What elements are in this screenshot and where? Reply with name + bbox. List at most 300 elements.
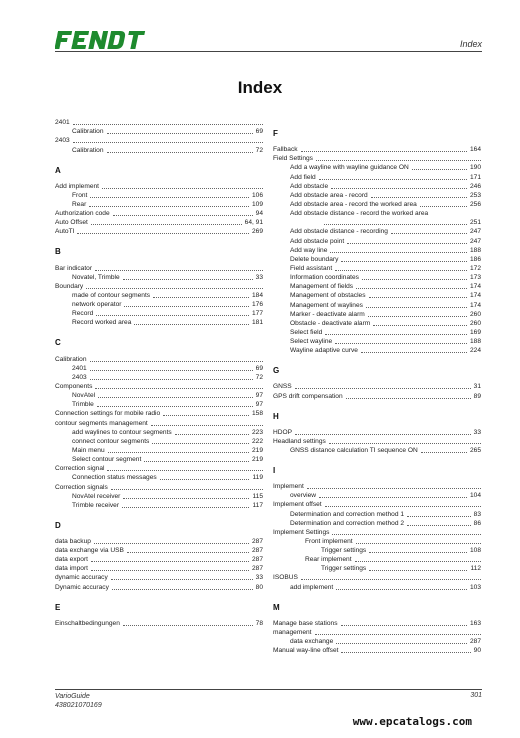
dot-leader	[151, 425, 263, 426]
entry-page: 69	[255, 128, 263, 136]
index-entry[interactable]	[273, 446, 481, 455]
footer-doc-number: 438021070169	[55, 702, 102, 709]
index-entry[interactable]	[55, 209, 263, 218]
index-entry[interactable]	[273, 182, 481, 191]
entry-text: Information coordinates	[290, 274, 359, 282]
dot-leader	[111, 489, 263, 490]
entry-text: Obstacle - deactivate alarm	[290, 319, 371, 327]
index-entry[interactable]	[273, 582, 481, 591]
index-entry[interactable]	[273, 637, 481, 646]
index-section	[273, 465, 481, 592]
dot-leader	[108, 452, 249, 453]
entry-text: Trigger settings	[321, 547, 367, 555]
entry-text: 2403	[72, 373, 87, 381]
entry-text: made of contour segments	[72, 291, 151, 299]
entry-text: Add obstacle	[290, 182, 329, 190]
entry-text: Trigger settings	[321, 565, 367, 573]
entry-text: Implement	[273, 483, 304, 491]
dot-leader	[412, 169, 467, 170]
dot-leader	[91, 561, 249, 562]
entry-text: Add field	[290, 173, 316, 181]
index-entry[interactable]	[55, 300, 263, 309]
entry-page: 260	[469, 319, 481, 327]
entry-page: 287	[251, 556, 263, 564]
entry-text: 2401	[72, 364, 87, 372]
dot-leader	[153, 297, 249, 298]
entry-text: dynamic accuracy	[55, 574, 108, 582]
index-entry[interactable]	[55, 127, 263, 136]
index-entry[interactable]	[273, 555, 481, 564]
entry-text: add waylines to contour segments	[72, 428, 172, 436]
dot-leader	[90, 379, 253, 380]
footer-product: VarioGuide	[55, 693, 90, 700]
index-entry[interactable]	[55, 364, 263, 373]
index-entry[interactable]	[273, 236, 481, 245]
index-entry[interactable]	[55, 391, 263, 400]
index-entry[interactable]	[273, 482, 481, 491]
entry-text: Rear implement	[305, 556, 352, 564]
entry-text: Record worked area	[72, 319, 132, 327]
index-entry[interactable]	[273, 191, 481, 200]
dot-leader	[73, 124, 263, 125]
fendt-logo	[55, 27, 153, 51]
entry-page: 117	[252, 501, 263, 509]
entry-page: 177	[251, 310, 263, 318]
index-entry[interactable]	[273, 509, 481, 518]
entry-text: Auto Offset	[55, 219, 88, 227]
entry-text: Authorization code	[55, 210, 110, 218]
entry-page: 219	[251, 446, 263, 454]
entry-text: Main menu	[72, 446, 105, 454]
index-entry[interactable]	[55, 546, 263, 555]
dot-leader	[369, 552, 467, 553]
entry-text: data backup	[55, 537, 91, 545]
dot-leader	[163, 415, 249, 416]
dot-leader	[127, 552, 249, 553]
entry-text: Add way line	[290, 246, 328, 254]
index-entry[interactable]	[273, 319, 481, 328]
section-letter: B	[55, 247, 61, 257]
index-entry[interactable]	[55, 409, 263, 418]
index-section	[55, 165, 263, 237]
dot-leader	[325, 506, 481, 507]
dot-leader	[144, 461, 249, 462]
entry-text: Select contour segment	[72, 456, 142, 464]
index-entry[interactable]	[273, 646, 481, 655]
entry-text: HDOP	[273, 428, 293, 436]
index-entry[interactable]	[55, 282, 263, 291]
dot-leader	[107, 152, 253, 153]
watermark: www.epcatalogs.com	[352, 715, 472, 728]
entry-text: data export	[55, 556, 88, 564]
index-entry[interactable]	[55, 582, 263, 591]
index-entry[interactable]	[55, 191, 263, 200]
index-entry[interactable]	[55, 273, 263, 282]
index-entry[interactable]	[273, 200, 481, 209]
dot-leader	[356, 543, 481, 544]
entry-page: 253	[469, 191, 481, 199]
entry-page: 181	[251, 319, 263, 327]
dot-leader	[175, 434, 249, 435]
index-entry[interactable]	[273, 382, 481, 391]
entry-text: 2401	[55, 119, 70, 127]
index-entry[interactable]	[55, 555, 263, 564]
entry-text: Components	[55, 382, 93, 390]
index-entry[interactable]	[273, 246, 481, 255]
dot-leader	[152, 443, 249, 444]
index-entry[interactable]	[55, 145, 263, 154]
index-entry[interactable]	[55, 227, 263, 236]
entry-text: contour segments management	[55, 419, 148, 427]
dot-leader	[331, 188, 467, 189]
entry-page: 69	[255, 364, 263, 372]
entry-text: Connection status messages	[72, 474, 157, 482]
entry-page: 90	[473, 647, 481, 655]
index-entry[interactable]	[273, 163, 481, 172]
entry-text: add implement	[290, 583, 334, 591]
dot-leader	[369, 570, 467, 571]
entry-page: 251	[469, 219, 481, 227]
entry-page: 174	[469, 292, 481, 300]
entry-text: Management of fields	[290, 283, 354, 291]
index-entry[interactable]	[55, 537, 263, 546]
index-entry[interactable]	[273, 537, 481, 546]
dot-leader	[107, 133, 253, 134]
index-entry[interactable]	[55, 400, 263, 409]
index-entry[interactable]	[273, 528, 481, 537]
dot-leader	[122, 507, 249, 508]
entry-page: 222	[251, 437, 263, 445]
entry-text: data exchange	[290, 638, 334, 646]
index-entry[interactable]	[273, 291, 481, 300]
index-entry[interactable]	[273, 227, 481, 236]
index-entry[interactable]	[273, 310, 481, 319]
entry-page: 163	[469, 619, 481, 627]
page-title: Index	[237, 78, 283, 97]
index-entry[interactable]	[55, 464, 263, 473]
entry-text: Record	[72, 310, 94, 318]
dot-leader	[90, 197, 249, 198]
dot-leader	[319, 497, 467, 498]
entry-text: Boundary	[55, 282, 84, 290]
entry-text: Management of obstacles	[290, 292, 366, 300]
entry-page: 103	[469, 583, 481, 591]
index-entry[interactable]	[273, 391, 481, 400]
dot-leader	[421, 452, 467, 453]
entry-text: Add implement	[55, 182, 99, 190]
index-section	[55, 118, 263, 155]
dot-leader	[295, 388, 471, 389]
index-section	[55, 246, 263, 327]
index-entry[interactable]	[273, 428, 481, 437]
entry-text: Novatel, Trimble	[72, 273, 120, 281]
dot-leader	[341, 625, 467, 626]
footer-rule	[55, 689, 482, 690]
entry-page: 176	[251, 301, 263, 309]
index-entry[interactable]	[55, 446, 263, 455]
entry-text: Add obstacle area - record	[290, 191, 368, 199]
entry-page: 119	[252, 474, 263, 482]
dot-leader	[371, 197, 467, 198]
index-entry[interactable]	[55, 619, 263, 628]
entry-text: Headland settings	[273, 437, 326, 445]
dot-leader	[123, 279, 253, 280]
entry-text: Marker - deactivate alarm	[290, 310, 365, 318]
index-entry[interactable]	[55, 200, 263, 209]
entry-page: 108	[469, 547, 481, 555]
entry-text: Trimble receiver	[72, 501, 120, 509]
index-entry[interactable]	[55, 182, 263, 191]
dot-leader	[361, 352, 467, 353]
dot-leader	[97, 406, 253, 407]
entry-page: 260	[469, 310, 481, 318]
index-entry[interactable]	[55, 309, 263, 318]
entry-text: overview	[290, 492, 317, 500]
entry-text: Implement offset	[273, 501, 322, 509]
index-section	[55, 520, 263, 592]
entry-text: Select field	[290, 328, 323, 336]
index-entry[interactable]	[55, 291, 263, 300]
dot-leader	[307, 488, 481, 489]
entry-page: 78	[255, 619, 263, 627]
dot-leader	[407, 525, 471, 526]
entry-page: 106	[251, 191, 263, 199]
index-entry[interactable]	[273, 328, 481, 337]
entry-page: 184	[251, 291, 263, 299]
dot-leader	[95, 388, 263, 389]
dot-leader	[355, 561, 481, 562]
entry-text: Calibration	[72, 128, 104, 136]
dot-leader	[336, 589, 467, 590]
index-entry[interactable]	[273, 437, 481, 446]
entry-page: 247	[469, 237, 481, 245]
index-entry[interactable]	[55, 437, 263, 446]
index-entry[interactable]	[55, 564, 263, 573]
index-entry[interactable]	[55, 428, 263, 437]
dot-leader	[98, 397, 253, 398]
entry-page: 188	[469, 246, 481, 254]
dot-leader	[373, 325, 467, 326]
entry-page: 171	[469, 173, 481, 181]
index-entry[interactable]	[55, 318, 263, 327]
section-letter: F	[273, 129, 278, 138]
dot-leader	[77, 233, 249, 234]
header-section-label: Index	[459, 39, 482, 49]
section-letter: I	[273, 465, 276, 475]
entry-page: 86	[473, 519, 481, 527]
index-entry[interactable]	[55, 473, 263, 482]
index-section	[273, 411, 481, 455]
index-entry[interactable]	[273, 209, 481, 218]
entry-text: Delete boundary	[290, 255, 339, 263]
entry-page: 223	[251, 428, 263, 436]
index-entry[interactable]	[273, 628, 481, 637]
index-entry[interactable]	[55, 354, 263, 363]
index-entry[interactable]	[55, 263, 263, 272]
header-rule	[55, 51, 482, 52]
index-entry[interactable]	[273, 273, 481, 282]
entry-page: 33	[473, 428, 481, 436]
entry-text: Dynamic accuracy	[55, 583, 109, 591]
entry-text: Front	[72, 191, 88, 199]
index-entry[interactable]	[273, 264, 481, 273]
dot-leader	[346, 398, 471, 399]
dot-leader	[301, 579, 481, 580]
entry-page: 219	[251, 456, 263, 464]
dot-leader	[366, 307, 467, 308]
dot-leader	[113, 215, 253, 216]
section-letter: A	[55, 165, 61, 175]
index-entry[interactable]	[273, 337, 481, 346]
index-section	[55, 337, 263, 509]
entry-page: 287	[251, 537, 263, 545]
entry-text: data exchange via USB	[55, 547, 124, 555]
dot-leader	[407, 516, 471, 517]
dot-leader	[123, 498, 249, 499]
dot-leader	[356, 288, 467, 289]
entry-text: Field Settings	[273, 155, 313, 163]
entry-text: Add obstacle distance - record the worked area	[290, 210, 429, 218]
dot-leader	[107, 470, 263, 471]
dot-leader	[95, 270, 263, 271]
index-entry[interactable]	[55, 418, 263, 427]
index-entry[interactable]	[273, 573, 481, 582]
entry-text: ISOBUS	[273, 574, 298, 582]
section-letter: G	[273, 366, 280, 376]
index-column-right	[273, 118, 481, 655]
index-entry[interactable]	[273, 564, 481, 573]
index-entry[interactable]	[273, 619, 481, 628]
entry-page: 72	[255, 373, 263, 381]
entry-text: Rear	[72, 200, 87, 208]
entry-page: 109	[251, 200, 263, 208]
dot-leader	[295, 434, 471, 435]
entry-text: GNSS distance calculation TI sequence ON	[290, 446, 418, 454]
entry-text: Add obstacle area - record the worked area	[290, 200, 417, 208]
dot-leader	[324, 224, 467, 225]
dot-leader	[73, 142, 263, 143]
entry-page: 115	[252, 492, 263, 500]
index-entry[interactable]	[273, 145, 481, 154]
entry-text: GPS drift compensation	[273, 392, 343, 400]
index-entry[interactable]	[55, 118, 263, 127]
entry-page: 112	[470, 565, 481, 573]
index-entry[interactable]	[55, 482, 263, 491]
entry-page: 246	[469, 182, 481, 190]
entry-text: data import	[55, 565, 88, 573]
index-entry[interactable]	[55, 218, 263, 227]
index-entry[interactable]	[273, 491, 481, 500]
entry-page: 97	[255, 401, 263, 409]
entry-page: 158	[251, 410, 263, 418]
entry-text: Determination and correction method 1	[290, 510, 404, 518]
dot-leader	[91, 570, 249, 571]
dot-leader	[90, 370, 253, 371]
index-entry[interactable]	[273, 154, 481, 163]
dot-leader	[336, 643, 467, 644]
entry-text: Manage base stations	[273, 619, 338, 627]
index-entry[interactable]	[55, 136, 263, 145]
index-entry[interactable]	[55, 382, 263, 391]
index-entry[interactable]	[55, 573, 263, 582]
dot-leader	[332, 534, 481, 535]
entry-page: 72	[255, 146, 263, 154]
entry-text: NovAtel	[72, 392, 96, 400]
index-entry[interactable]	[273, 346, 481, 355]
entry-page: 64, 91	[244, 219, 263, 227]
dot-leader	[90, 361, 263, 362]
dot-leader	[319, 179, 467, 180]
dot-leader	[325, 334, 467, 335]
index-entry[interactable]	[55, 501, 263, 510]
index-entry[interactable]	[55, 492, 263, 501]
dot-leader	[86, 288, 263, 289]
dot-leader	[124, 306, 249, 307]
entry-text: Fallback	[273, 146, 298, 154]
dot-leader	[123, 625, 253, 626]
section-letter: E	[55, 602, 61, 612]
index-entry[interactable]	[273, 255, 481, 264]
dot-leader	[301, 151, 467, 152]
entry-text: management	[273, 628, 312, 636]
entry-page: 172	[469, 264, 481, 272]
entry-page: 256	[469, 200, 481, 208]
entry-page: 247	[469, 228, 481, 236]
entry-page: 287	[251, 547, 263, 555]
index-entry[interactable]	[273, 282, 481, 291]
entry-text: Correction signals	[55, 483, 108, 491]
entry-text: GNSS	[273, 383, 292, 391]
section-letter: C	[55, 338, 61, 348]
entry-page: 224	[469, 347, 481, 355]
entry-page: 83	[473, 510, 481, 518]
dot-leader	[96, 315, 249, 316]
dot-leader	[420, 206, 467, 207]
entry-text: 2403	[55, 137, 70, 145]
entry-text: Connection settings for mobile radio	[55, 410, 161, 418]
dot-leader	[347, 243, 467, 244]
index-section	[273, 365, 481, 400]
dot-leader	[369, 297, 467, 298]
dot-leader	[362, 279, 467, 280]
dot-leader	[134, 324, 249, 325]
index-entry[interactable]	[273, 300, 481, 309]
dot-leader	[112, 589, 253, 590]
entry-page: 188	[469, 338, 481, 346]
dot-leader	[368, 316, 467, 317]
index-entry[interactable]	[55, 373, 263, 382]
dot-leader	[391, 233, 467, 234]
index-entry[interactable]	[273, 218, 481, 227]
index-entry[interactable]	[55, 455, 263, 464]
index-entry[interactable]	[273, 519, 481, 528]
entry-page: 174	[469, 301, 481, 309]
entry-page: 190	[469, 164, 481, 172]
entry-page: 269	[251, 228, 263, 236]
index-entry[interactable]	[273, 500, 481, 509]
dot-leader	[160, 479, 250, 480]
entry-page: 89	[473, 392, 481, 400]
entry-page: 80	[255, 583, 263, 591]
dot-leader	[315, 634, 482, 635]
entry-text: connect contour segments	[72, 437, 150, 445]
index-entry[interactable]	[273, 546, 481, 555]
footer-product-info	[55, 692, 102, 710]
entry-text: Trimble	[72, 401, 94, 409]
dot-leader	[335, 343, 467, 344]
entry-page: 173	[469, 274, 481, 282]
index-entry[interactable]	[273, 172, 481, 181]
